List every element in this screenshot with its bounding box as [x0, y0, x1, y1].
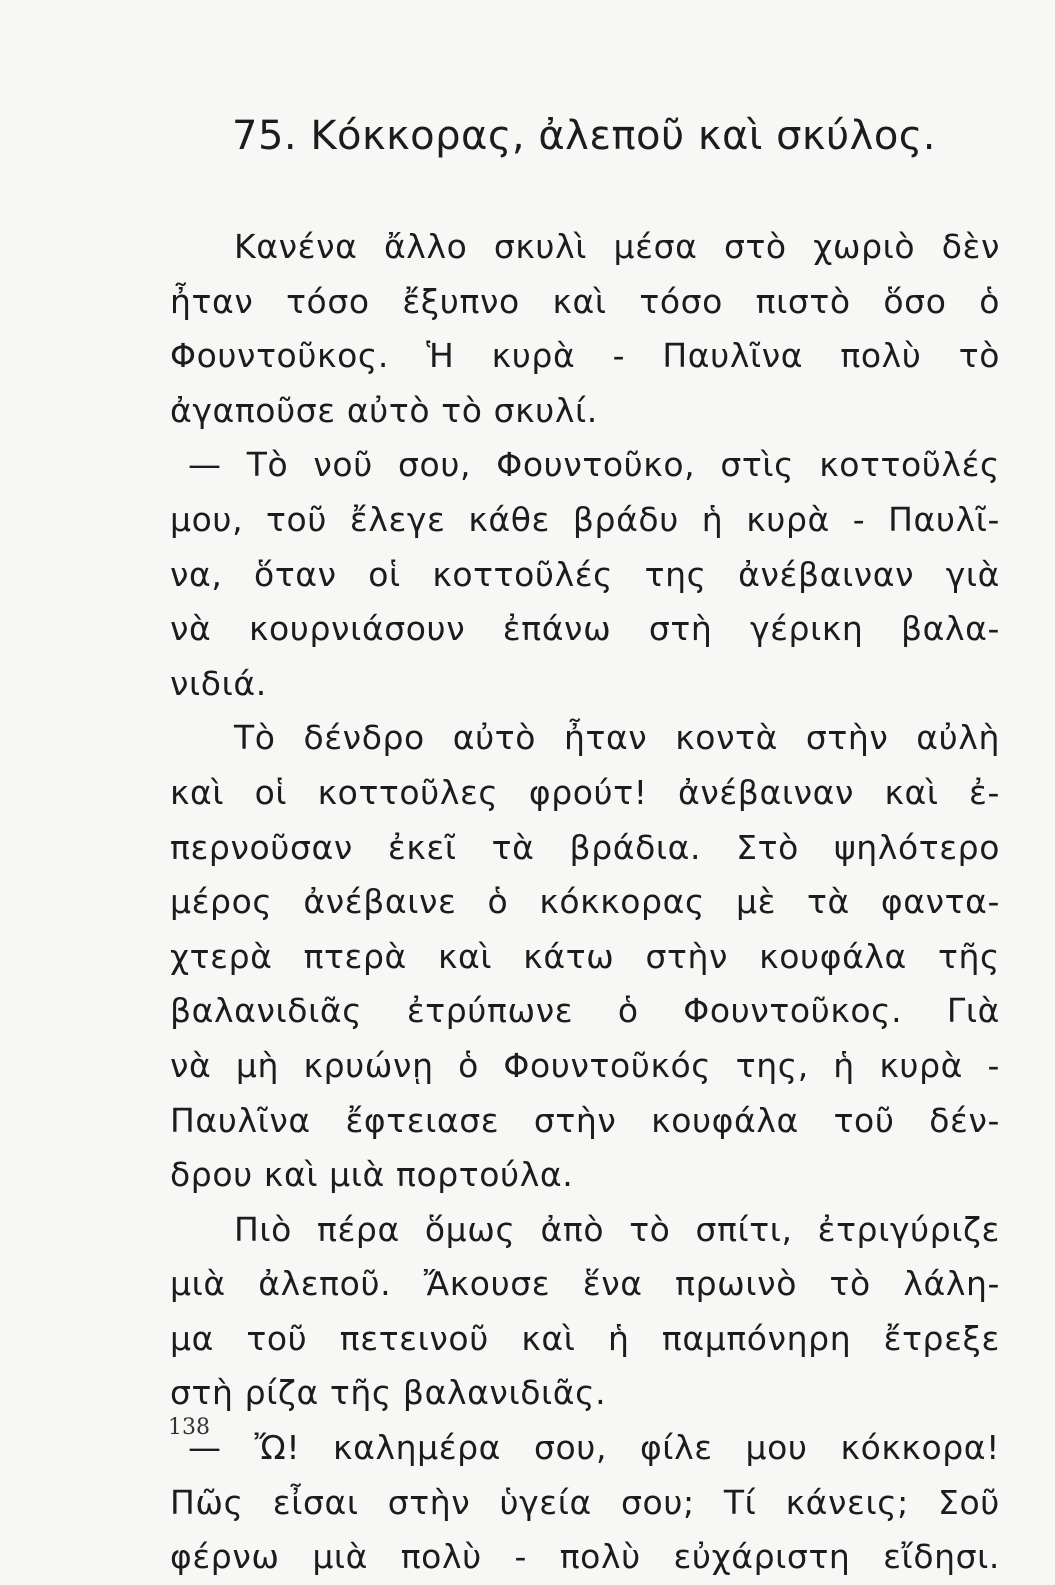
text-line: μέρος ἀνέβαινε ὁ κόκκορας μὲ τὰ φαντα- [170, 882, 1000, 922]
page-number: 138 [168, 1415, 210, 1440]
text-line: δρου καὶ μιὰ πορτούλα. [170, 1155, 574, 1195]
text-line: — Τὸ νοῦ σου, Φουντοῦκο, στὶς κοττοῦλές [188, 445, 1000, 485]
text-line: νὰ κουρνιάσουν ἐπάνω στὴ γέρικη βαλα- [170, 609, 1000, 649]
story-text [170, 220, 1000, 1585]
text-line: Τὸ δένδρο αὐτὸ ἦταν κοντὰ στὴν αὐλὴ [234, 718, 1000, 758]
text-line: ἦταν τόσο ἔξυπνο καὶ τόσο πιστὸ ὅσο ὁ [170, 281, 1000, 321]
text-line: φέρνω μιὰ πολὺ - πολὺ εὐχάριστη εἴδησι. [170, 1537, 1000, 1577]
text-line: Παυλῖνα ἔφτειασε στὴν κουφάλα τοῦ δέν- [170, 1100, 1000, 1140]
text-line: καὶ οἱ κοττοῦλες φρούτ! ἀνέβαιναν καὶ ἐ- [170, 772, 1000, 812]
text-line: μα τοῦ πετεινοῦ καὶ ἡ παμπόνηρη ἔτρεξε [170, 1318, 1000, 1358]
text-line: να, ὅταν οἱ κοττοῦλές της ἀνέβαιναν γιὰ [170, 554, 1000, 594]
text-line: μου, τοῦ ἔλεγε κάθε βράδυ ἡ κυρὰ - Παυλῖ- [170, 499, 1000, 539]
text-line: βαλανιδιᾶς ἐτρύπωνε ὁ Φουντοῦκος. Γιὰ [170, 991, 1000, 1031]
text-line: μιὰ ἀλεποῦ. Ἄκουσε ἕνα πρωινὸ τὸ λάλη- [170, 1264, 1000, 1304]
text-line: — Ὤ! καλημέρα σου, φίλε μου κόκκορα! [188, 1428, 1000, 1468]
text-line: Κανένα ἄλλο σκυλὶ μέσα στὸ χωριὸ δὲν [234, 227, 1000, 266]
text-line: ἀγαποῦσε αὐτὸ τὸ σκυλί. [170, 390, 598, 430]
chapter-title: 75. Κόκκορας, ἀλεποῦ καὶ σκύλος. [232, 113, 936, 159]
text-line: περνοῦσαν ἐκεῖ τὰ βράδια. Στὸ ψηλότερο [170, 827, 1000, 867]
text-line: Πιὸ πέρα ὅμως ἀπὸ τὸ σπίτι, ἐτριγύριζε [234, 1209, 1000, 1249]
text-line: Φουντοῦκος. Ἡ κυρὰ - Παυλῖνα πολὺ τὸ [170, 336, 1000, 376]
text-line: νιδιά. [170, 663, 267, 703]
text-line: Πῶς εἶσαι στὴν ὑγεία σου; Τί κάνεις; Σοῦ [170, 1482, 1000, 1522]
text-line: χτερὰ πτερὰ καὶ κάτω στὴν κουφάλα τῆς [170, 936, 1000, 976]
text-line: στὴ ρίζα τῆς βαλανιδιᾶς. [170, 1373, 607, 1413]
text-line: νὰ μὴ κρυώνῃ ὁ Φουντοῦκός της, ἡ κυρὰ - [170, 1045, 1000, 1085]
